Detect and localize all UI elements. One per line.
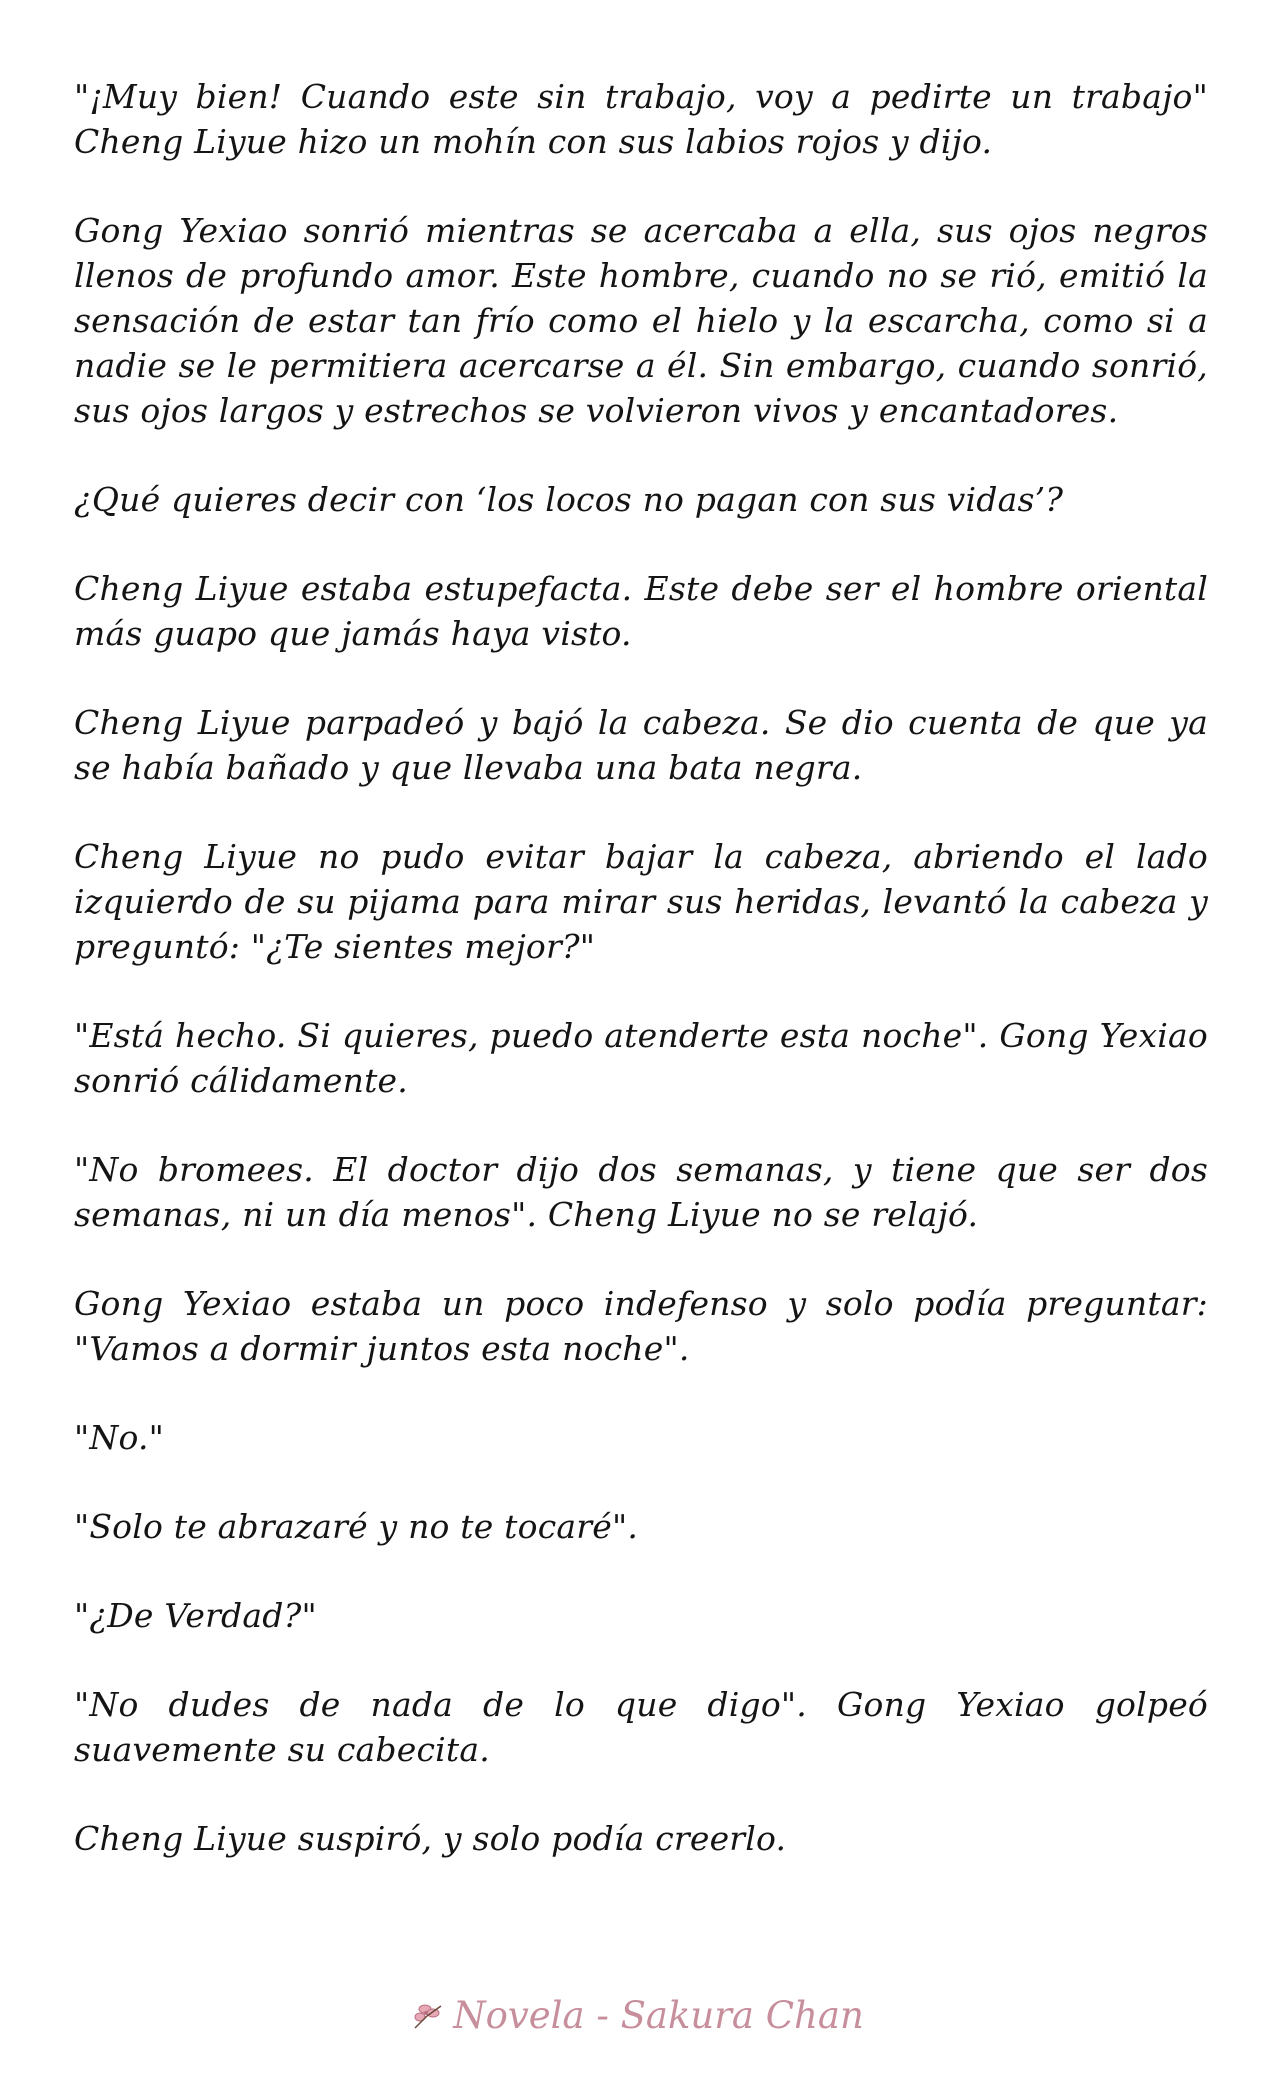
- watermark: [0, 1993, 1275, 2039]
- paragraph-1: "¡Muy bien! Cuando este sin trabajo, voy a pedirte un trabajo" Cheng Liyue hizo un mohín con sus labios rojos y dijo.: [74, 77, 1208, 161]
- paragraph-4: Cheng Liyue estaba estupefacta. Este debe ser el hombre oriental más guapo que jamás haya visto.: [74, 569, 1208, 653]
- sakura-flower-icon: [411, 1997, 449, 2029]
- watermark-text: Novela - Sakura Chan: [453, 1994, 864, 2037]
- paragraph-10: "No.": [74, 1418, 165, 1457]
- paragraph-6: Cheng Liyue no pudo evitar bajar la cabeza, abriendo el lado izquierdo de su pijama para mirar sus heridas, levantó la cabeza y preguntó: "¿Te sientes mejor?": [74, 837, 1208, 966]
- paragraph-7: "Está hecho. Si quieres, puedo atenderte esta noche". Gong Yexiao sonrió cálidamente.: [74, 1016, 1208, 1100]
- paragraph-13: "No dudes de nada de lo que digo". Gong Yexiao golpeó suavemente su cabecita.: [74, 1685, 1208, 1769]
- paragraph-3: ¿Qué quieres decir con ‘los locos no pagan con sus vidas’?: [74, 480, 1064, 519]
- paragraph-8: "No bromees. El doctor dijo dos semanas, y tiene que ser dos semanas, ni un día menos". Cheng Liyue no se relajó.: [74, 1150, 1208, 1234]
- paragraph-2: Gong Yexiao sonrió mientras se acercaba a ella, sus ojos negros llenos de profundo amor. Este hombre, cuando no se rió, emitió la sensación de estar tan frío como el hielo y la escarcha, como si a nadie se le permitiera acercarse a él. Sin embargo, cuando sonrió, sus ojos largos y estrechos se volvieron vivos y encantadores.: [74, 211, 1208, 430]
- paragraph-11: "Solo te abrazaré y no te tocaré".: [74, 1507, 639, 1546]
- paragraph-12: "¿De Verdad?": [74, 1596, 317, 1635]
- paragraph-9: Gong Yexiao estaba un poco indefenso y solo podía preguntar: "Vamos a dormir juntos esta noche".: [74, 1284, 1208, 1368]
- novel-page: [74, 74, 1208, 1905]
- paragraph-5: Cheng Liyue parpadeó y bajó la cabeza. Se dio cuenta de que ya se había bañado y que llevaba una bata negra.: [74, 703, 1208, 787]
- paragraph-14: Cheng Liyue suspiró, y solo podía creerlo.: [74, 1819, 787, 1858]
